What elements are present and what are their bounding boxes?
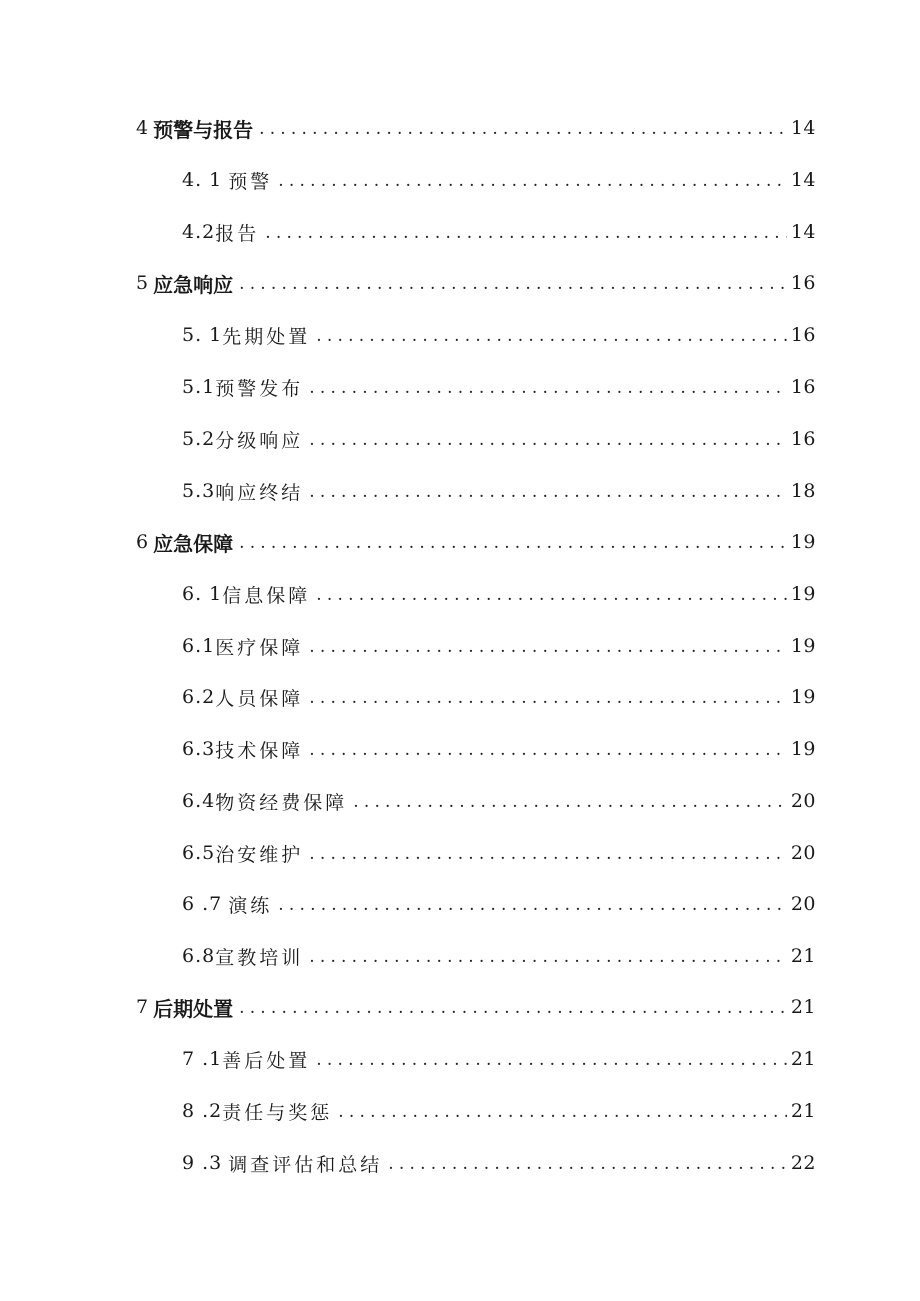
toc-entry[interactable] <box>182 165 816 195</box>
toc-entry-title: 治安维护 <box>215 843 304 866</box>
toc-entry-page: 14 <box>790 117 816 139</box>
toc-entry[interactable] <box>182 424 816 454</box>
toc-entry-page: 16 <box>790 272 816 294</box>
toc-entry[interactable] <box>182 1044 816 1074</box>
toc-entry-number: 6.3 <box>182 738 216 760</box>
toc-entry-page: 14 <box>790 221 816 243</box>
toc-entry-page: 19 <box>790 686 816 708</box>
toc-entry-page: 21 <box>790 996 816 1018</box>
toc-entry-page: 21 <box>790 1048 816 1070</box>
toc-dot-leader <box>239 533 787 557</box>
toc-entry-title: 应急保障 <box>153 531 234 556</box>
toc-dot-leader <box>309 947 787 971</box>
toc-entry-page: 19 <box>790 531 816 553</box>
toc-entry-title: 善后处置 <box>222 1049 311 1072</box>
toc-entry-title: 响应终结 <box>215 481 304 504</box>
toc-entry-number: 5.3 <box>182 480 216 502</box>
toc-entry-page: 19 <box>790 635 816 657</box>
toc-dot-leader <box>309 688 787 712</box>
toc-entry[interactable] <box>182 320 816 350</box>
toc-entry-page: 14 <box>790 169 816 191</box>
toc-dot-leader <box>309 637 787 661</box>
toc-entry-title: 演练 <box>228 894 273 917</box>
toc-dot-leader <box>316 1050 787 1074</box>
toc-dot-leader <box>316 585 787 609</box>
toc-dot-leader <box>259 119 787 143</box>
toc-entry[interactable] <box>182 631 816 661</box>
toc-entry-number: 6.5 <box>182 842 216 864</box>
toc-entry-number: 6.8 <box>182 945 216 967</box>
toc-entry-number: 8 .2 <box>182 1100 223 1122</box>
toc-entry[interactable] <box>182 734 816 764</box>
toc-entry-number: 6.2 <box>182 686 216 708</box>
toc-entry-title: 医疗保障 <box>215 636 304 659</box>
toc-entry-number: 5 <box>136 272 150 294</box>
toc-dot-leader <box>239 998 787 1022</box>
toc-entry[interactable] <box>182 1148 816 1178</box>
toc-entry-number: 5.1 <box>182 376 216 398</box>
toc-entry[interactable] <box>182 838 816 868</box>
toc-entry-page: 20 <box>790 842 816 864</box>
toc-entry-page: 19 <box>790 738 816 760</box>
toc-entry-title: 宣教培训 <box>215 946 304 969</box>
toc-entry-page: 21 <box>790 945 816 967</box>
toc-entry-title: 预警发布 <box>215 377 304 400</box>
toc-entry[interactable] <box>182 372 816 402</box>
toc-entry[interactable] <box>182 476 816 506</box>
toc-entry-number: 5. 1 <box>182 324 223 346</box>
toc-dot-leader <box>388 1154 787 1178</box>
toc-entry-number: 6 <box>136 531 150 553</box>
toc-entry-number: 5.2 <box>182 428 216 450</box>
toc-entry[interactable] <box>182 941 816 971</box>
toc-dot-leader <box>309 430 787 454</box>
toc-entry-title: 分级响应 <box>215 429 304 452</box>
toc-entry-number: 7 <box>136 996 150 1018</box>
toc-dot-leader <box>309 482 787 506</box>
toc-entry[interactable] <box>136 992 816 1022</box>
toc-dot-leader <box>278 895 787 919</box>
toc-entry-number: 4. 1 <box>182 169 223 191</box>
toc-dot-leader <box>316 326 787 350</box>
toc-dot-leader <box>309 378 787 402</box>
toc-entry-title: 预警 <box>228 170 273 193</box>
toc-entry-number: 6.1 <box>182 635 216 657</box>
toc-entry-title: 预警与报告 <box>153 117 254 142</box>
toc-dot-leader <box>278 171 787 195</box>
toc-entry[interactable] <box>136 113 816 143</box>
toc-entry-title: 信息保障 <box>222 584 311 607</box>
toc-entry-number: 6. 1 <box>182 583 223 605</box>
toc-entry-page: 20 <box>790 790 816 812</box>
toc-entry-title: 调查评估和总结 <box>228 1153 383 1176</box>
toc-entry-page: 16 <box>790 324 816 346</box>
toc-entry-title: 技术保障 <box>215 739 304 762</box>
toc-dot-leader <box>239 274 787 298</box>
toc-entry[interactable] <box>136 527 816 557</box>
toc-entry[interactable] <box>136 268 816 298</box>
toc-dot-leader <box>353 792 787 816</box>
toc-dot-leader <box>265 223 787 247</box>
toc-entry[interactable] <box>182 217 816 247</box>
toc-entry-page: 21 <box>790 1100 816 1122</box>
toc-entry-title: 人员保障 <box>215 687 304 710</box>
toc-entry-page: 20 <box>790 893 816 915</box>
toc-entry-title: 物资经费保障 <box>215 791 348 814</box>
toc-entry-page: 18 <box>790 480 816 502</box>
toc-entry-page: 16 <box>790 428 816 450</box>
toc-entry-number: 6.4 <box>182 790 216 812</box>
toc-entry-page: 22 <box>790 1152 816 1174</box>
toc-entry-page: 16 <box>790 376 816 398</box>
toc-dot-leader <box>309 844 787 868</box>
toc-entry-number: 7 .1 <box>182 1048 223 1070</box>
toc-entry-number: 4.2 <box>182 221 216 243</box>
toc-entry[interactable] <box>182 889 816 919</box>
toc-entry[interactable] <box>182 786 816 816</box>
toc-entry-title: 先期处置 <box>222 325 311 348</box>
toc-entry[interactable] <box>182 682 816 712</box>
toc-entry-title: 报告 <box>215 222 260 245</box>
toc-entry-number: 6 .7 <box>182 893 223 915</box>
toc-dot-leader <box>338 1102 787 1126</box>
toc-entry-number: 9 .3 <box>182 1152 223 1174</box>
toc-entry[interactable] <box>182 1096 816 1126</box>
toc-entry-title: 应急响应 <box>153 272 234 297</box>
toc-entry[interactable] <box>182 579 816 609</box>
toc-entry-page: 19 <box>790 583 816 605</box>
toc-dot-leader <box>309 740 787 764</box>
toc-entry-number: 4 <box>136 117 150 139</box>
toc-entry-title: 后期处置 <box>153 996 234 1021</box>
toc-entry-title: 责任与奖惩 <box>222 1101 333 1124</box>
